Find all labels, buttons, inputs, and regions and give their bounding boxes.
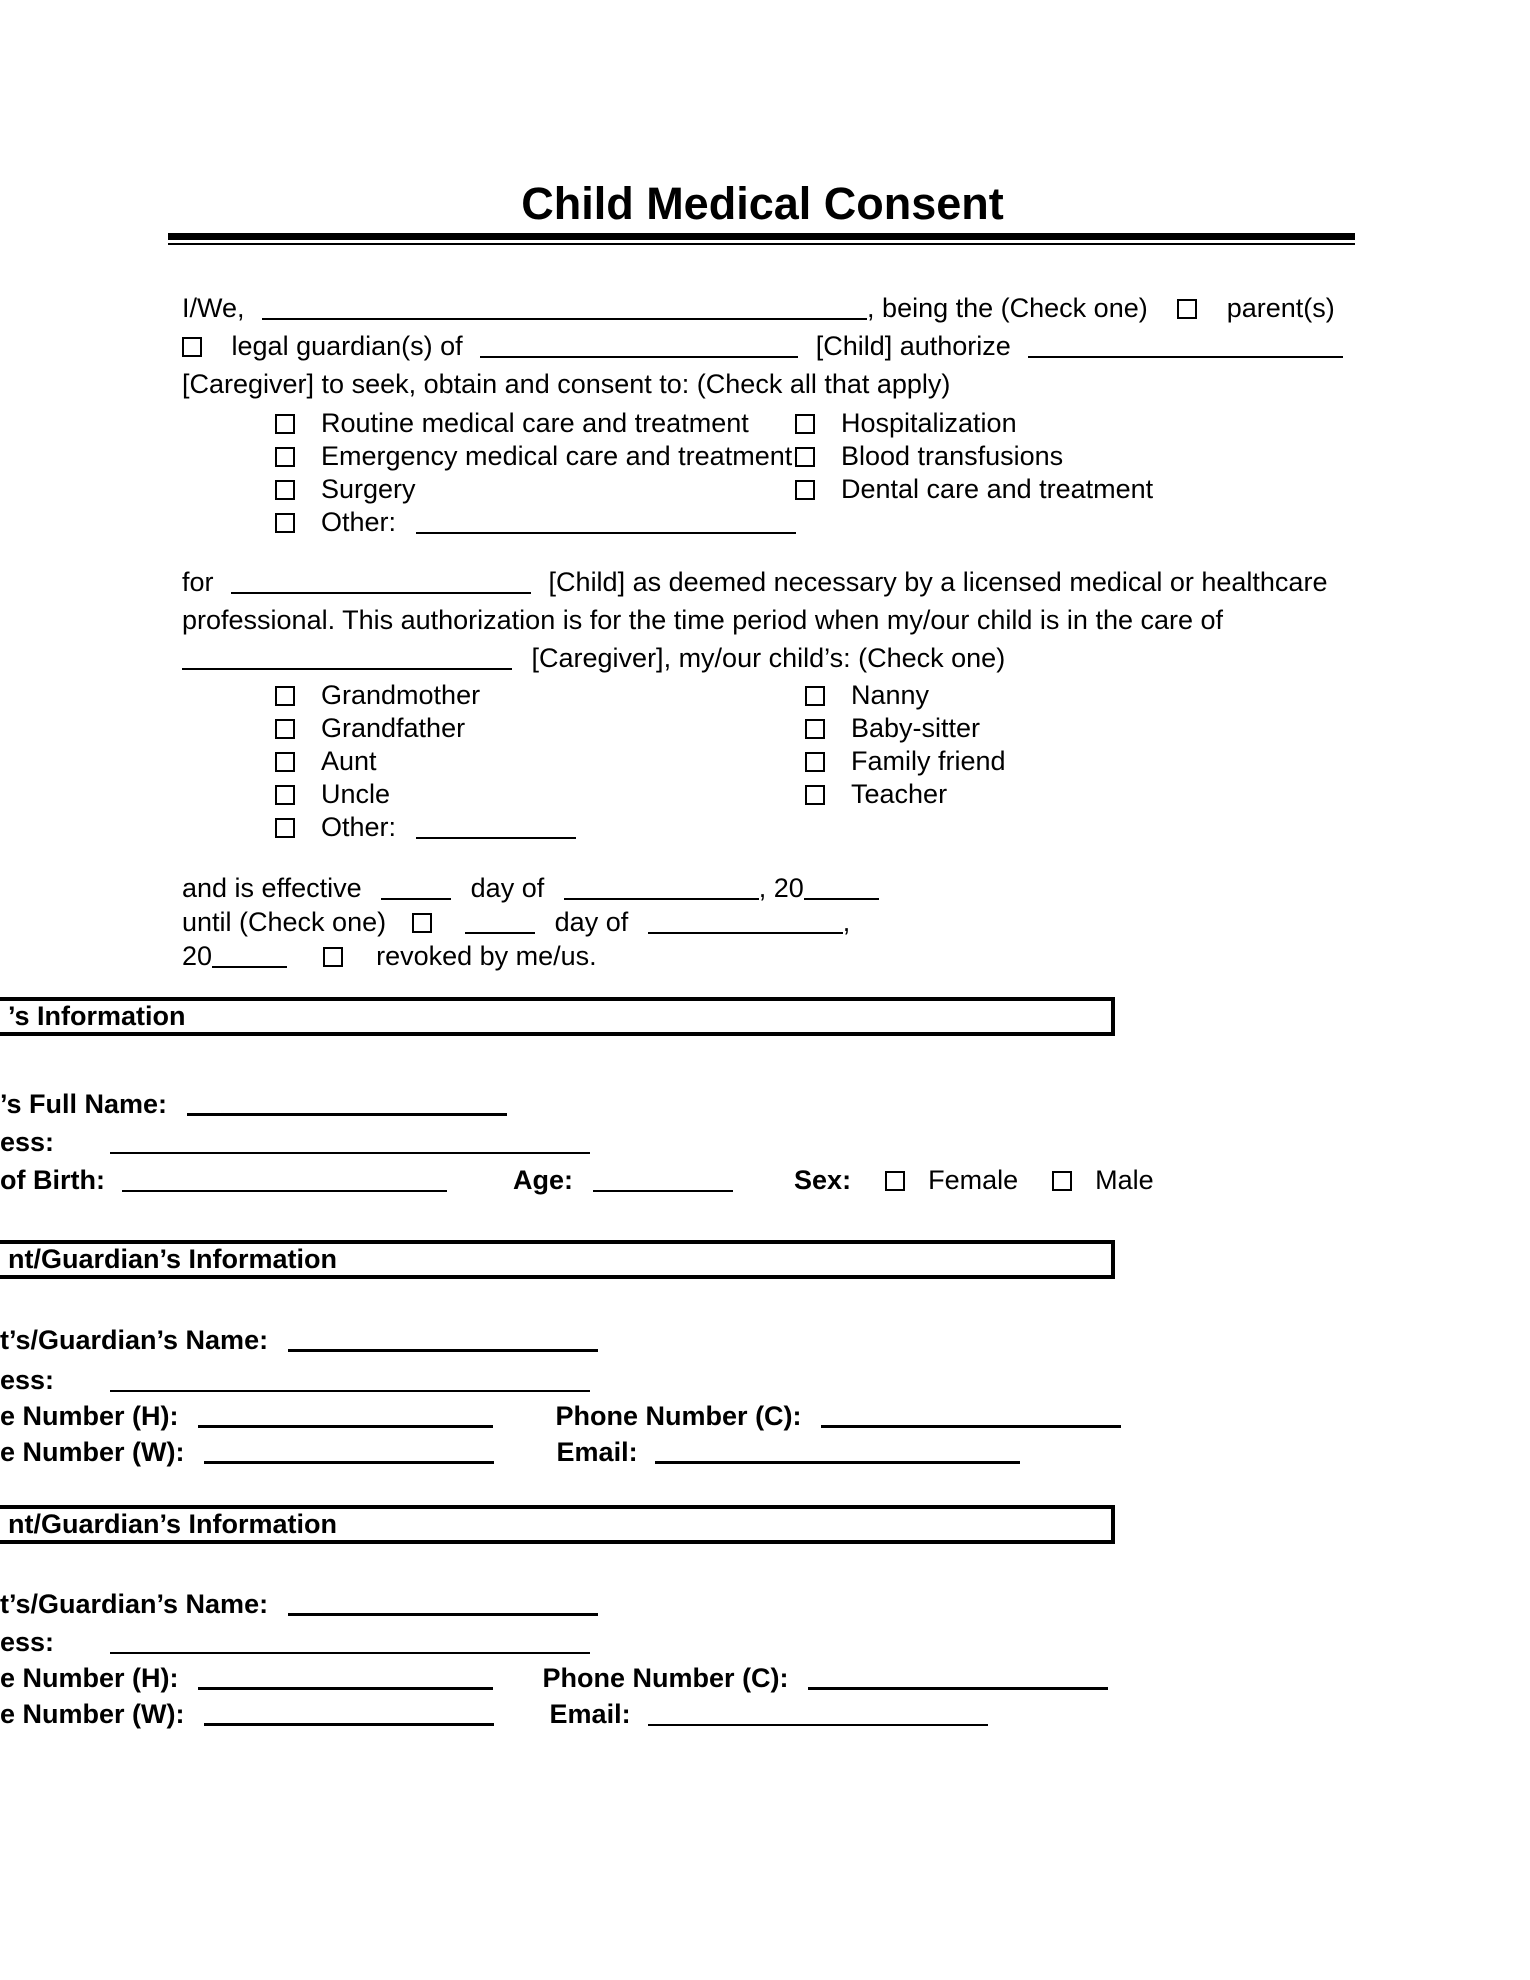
option-label: Aunt — [321, 746, 377, 776]
option-label: Nanny — [851, 680, 930, 710]
male-option-label: Male — [1095, 1165, 1154, 1195]
guardian2-address-label: ess: — [0, 1627, 55, 1657]
effective-year-blank[interactable] — [804, 880, 879, 900]
until-day-blank[interactable] — [465, 914, 535, 934]
child-dob-row — [0, 1166, 1154, 1194]
guardian1-phone-h-row — [0, 1402, 1121, 1430]
option-label: Other: — [321, 812, 397, 842]
guardian2-phone-c-blank[interactable] — [808, 1669, 1108, 1690]
guardian1-phone-c-label: Phone Number (C): — [555, 1401, 802, 1431]
section-header-label: ’s Information — [8, 1001, 186, 1031]
guardian1-address-blank[interactable] — [110, 1372, 590, 1392]
guardian1-address-row — [0, 1366, 590, 1394]
option-label: Routine medical care and treatment — [321, 408, 749, 438]
child-name-row — [0, 1090, 507, 1118]
guardian1-email-blank[interactable] — [655, 1443, 1020, 1464]
effective-dates-block — [182, 871, 879, 973]
effective-month-blank[interactable] — [564, 880, 759, 900]
guardian2-info-header — [0, 1505, 1115, 1544]
option-label: Teacher — [851, 779, 948, 809]
checklist-row — [275, 778, 1006, 811]
child-dob-label: of Birth: — [0, 1165, 105, 1195]
checkbox-dental-care[interactable] — [795, 480, 815, 500]
guardian2-phone-c-label: Phone Number (C): — [542, 1663, 789, 1693]
checkbox-female[interactable] — [885, 1171, 905, 1191]
guardian1-phone-w-row — [0, 1438, 1020, 1466]
guardian2-email-label: Email: — [549, 1699, 631, 1729]
checkbox-other-caregiver[interactable] — [275, 818, 295, 838]
intro-paragraph — [182, 289, 1343, 403]
guardian1-name-label: t’s/Guardian’s Name: — [0, 1325, 269, 1355]
option-label: Hospitalization — [841, 408, 1017, 438]
consent-other-blank[interactable] — [416, 514, 796, 534]
child-age-blank[interactable] — [593, 1172, 733, 1192]
guardian1-phone-w-label: e Number (W): — [0, 1437, 185, 1467]
child-address-label: ess: — [0, 1127, 55, 1157]
caregiver-consent-text: [Caregiver] to seek, obtain and consent to: (Check all that apply) — [182, 369, 951, 399]
iwe-name-blank[interactable] — [262, 300, 867, 320]
checklist-row — [275, 712, 1006, 745]
being-text: , being the (Check one) — [867, 293, 1148, 323]
guardian2-phone-h-label: e Number (H): — [0, 1663, 179, 1693]
guardian1-phone-w-blank[interactable] — [204, 1443, 494, 1464]
effective-day-blank[interactable] — [381, 880, 451, 900]
guardian2-name-label: t’s/Guardian’s Name: — [0, 1589, 269, 1619]
child-address-row — [0, 1128, 590, 1156]
checklist-row — [275, 745, 1006, 778]
checkbox-surgery[interactable] — [275, 480, 295, 500]
until-label: until (Check one) — [182, 907, 387, 937]
checkbox-parents[interactable] — [1177, 299, 1197, 319]
iwe-label: I/We, — [182, 293, 245, 323]
guardian2-address-row — [0, 1628, 590, 1656]
option-label: Other: — [321, 507, 397, 537]
authorized-caregiver-blank[interactable] — [1028, 338, 1343, 358]
child-dob-blank[interactable] — [122, 1172, 447, 1192]
parents-option-label: parent(s) — [1226, 293, 1335, 323]
guardian1-name-blank[interactable] — [288, 1331, 598, 1352]
consent-checklist — [275, 407, 1153, 539]
female-option-label: Female — [928, 1165, 1019, 1195]
year-prefix-label: 20 — [182, 941, 213, 971]
checkbox-blood-transfusions[interactable] — [795, 447, 815, 467]
deemed-necessary-text: [Child] as deemed necessary by a licensed medical or healthcare — [548, 567, 1328, 597]
comma-label: , — [842, 907, 851, 937]
effective-text: and is effective — [182, 873, 362, 903]
checklist-row — [275, 506, 1153, 539]
for-child-blank[interactable] — [231, 574, 531, 594]
guardian2-phone-w-row — [0, 1700, 988, 1728]
checkbox-routine-care[interactable] — [275, 414, 295, 434]
title-rule-thin — [168, 243, 1355, 245]
section-header-label: nt/Guardian’s Information — [8, 1244, 338, 1274]
checkbox-revoked[interactable] — [323, 947, 343, 967]
checklist-row — [275, 473, 1153, 506]
comma-20-label: , 20 — [758, 873, 804, 903]
option-label: Grandmother — [321, 680, 481, 710]
guardian1-email-label: Email: — [556, 1437, 638, 1467]
checkbox-family-friend[interactable] — [805, 752, 825, 772]
checklist-row — [275, 440, 1153, 473]
child-name-blank[interactable] — [187, 1095, 507, 1116]
title-rule-thick — [168, 233, 1355, 240]
checkbox-grandmother[interactable] — [275, 686, 295, 706]
guardian1-phone-h-label: e Number (H): — [0, 1401, 179, 1431]
option-label: Baby-sitter — [851, 713, 981, 743]
checkbox-emergency-care[interactable] — [275, 447, 295, 467]
section-header-label: nt/Guardian’s Information — [8, 1509, 338, 1539]
until-month-blank[interactable] — [648, 914, 843, 934]
checkbox-teacher[interactable] — [805, 785, 825, 805]
page-title: Child Medical Consent — [521, 178, 1004, 229]
guardian2-email-blank[interactable] — [648, 1706, 988, 1726]
guardian2-phone-h-blank[interactable] — [198, 1669, 493, 1690]
option-label: Emergency medical care and treatment — [321, 441, 793, 471]
option-label: Uncle — [321, 779, 391, 809]
guardian2-name-blank[interactable] — [288, 1595, 598, 1616]
child-authorize-text: [Child] authorize — [815, 331, 1011, 361]
care-of-caregiver-blank[interactable] — [182, 650, 512, 670]
guardian1-phone-c-blank[interactable] — [821, 1407, 1121, 1428]
child-address-blank[interactable] — [110, 1134, 590, 1154]
checklist-row — [275, 407, 1153, 440]
option-label: Grandfather — [321, 713, 466, 743]
revoked-label: revoked by me/us. — [376, 941, 597, 971]
day-of-label: day of — [554, 907, 629, 937]
checkbox-aunt[interactable] — [275, 752, 295, 772]
guardian1-phone-h-blank[interactable] — [198, 1407, 493, 1428]
checkbox-grandfather[interactable] — [275, 719, 295, 739]
caregiver-relation-text: [Caregiver], my/our child’s: (Check one) — [531, 643, 1006, 673]
checkbox-other-consent[interactable] — [275, 513, 295, 533]
time-period-text: professional. This authorization is for the time period when my/our child is in the care of — [182, 605, 1224, 635]
day-of-label: day of — [470, 873, 545, 903]
checklist-row — [275, 679, 1006, 712]
for-label: for — [182, 567, 214, 597]
checkbox-nanny[interactable] — [805, 686, 825, 706]
child-age-label: Age: — [513, 1165, 573, 1195]
checkbox-hospitalization[interactable] — [795, 414, 815, 434]
checkbox-until-date[interactable] — [412, 913, 432, 933]
guardian2-phone-h-row — [0, 1664, 1108, 1692]
option-label: Family friend — [851, 746, 1006, 776]
child-name-label: ’s Full Name: — [0, 1089, 168, 1119]
guardian-option-label: legal guardian(s) of — [231, 331, 463, 361]
guardian2-phone-w-label: e Number (W): — [0, 1699, 185, 1729]
guardian2-address-blank[interactable] — [110, 1634, 590, 1654]
guardian1-name-row — [0, 1326, 598, 1354]
guardian1-address-label: ess: — [0, 1365, 55, 1395]
child-sex-label: Sex: — [794, 1165, 852, 1195]
checkbox-baby-sitter[interactable] — [805, 719, 825, 739]
option-label: Surgery — [321, 474, 416, 504]
option-label: Dental care and treatment — [841, 474, 1154, 504]
caregiver-other-blank[interactable] — [416, 819, 576, 839]
checkbox-uncle[interactable] — [275, 785, 295, 805]
checkbox-male[interactable] — [1052, 1171, 1072, 1191]
option-label: Blood transfusions — [841, 441, 1064, 471]
child-info-header — [0, 997, 1115, 1036]
until-year-blank[interactable] — [212, 948, 287, 968]
checkbox-legal-guardians[interactable] — [182, 337, 202, 357]
authorization-paragraph — [182, 563, 1327, 677]
checklist-row — [275, 811, 1006, 844]
caregiver-checklist — [275, 679, 1006, 844]
guardian1-info-header — [0, 1240, 1115, 1279]
guardian-of-child-blank[interactable] — [480, 338, 798, 358]
guardian2-phone-w-blank[interactable] — [204, 1705, 494, 1726]
guardian2-name-row — [0, 1590, 598, 1618]
